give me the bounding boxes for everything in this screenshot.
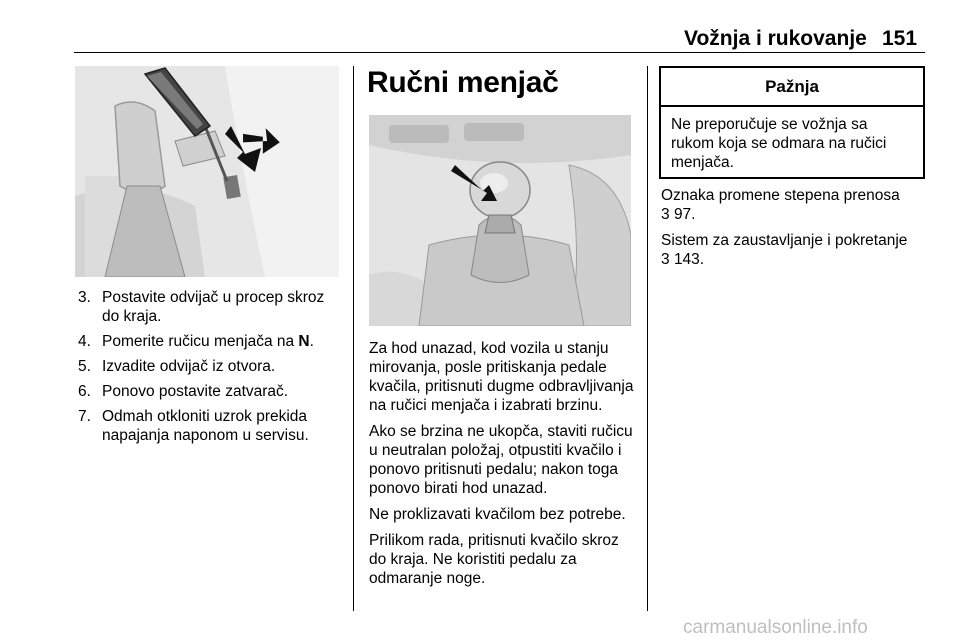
procedure-steps-list (78, 288, 340, 451)
cross-references (661, 186, 923, 276)
watermark: carmanualsonline.info (683, 617, 868, 638)
paragraph: Za hod unazad, kod vozila u stanju mirovanja, posle pritiskanja pedale kvačila, pritisnuti dugme odbravljivanja na ručici menjača i izabrati brzinu. (369, 340, 634, 414)
step-number: 4. (78, 333, 91, 350)
step-text: Ponovo postavite zatvarač. (102, 383, 289, 400)
list-item (78, 382, 340, 401)
reference-arrow-icon: 3 (661, 206, 670, 223)
paragraph: Ne proklizavati kvačilom bez potrebe. (369, 506, 626, 523)
reference-arrow-icon: 3 (661, 251, 670, 268)
reference-page: 97. (673, 206, 696, 223)
cross-reference[interactable] (661, 186, 923, 224)
reference-label: Oznaka promene stepena prenosa (661, 187, 900, 204)
step-text: . (309, 333, 314, 350)
figure-gearshift-illustration (369, 115, 631, 326)
column-divider-left (353, 66, 354, 611)
column-divider-right (647, 66, 648, 611)
step-text: Izvadite odvijač iz otvora. (102, 358, 276, 375)
step-text-bold: N (298, 333, 310, 350)
notice-title: Pažnja (661, 68, 923, 107)
manual-transmission-text (369, 339, 637, 595)
step-text: Odmah otkloniti uzrok prekida napajanja naponom u servisu. (102, 408, 309, 444)
list-item (78, 288, 340, 326)
paragraph: Prilikom rada, pritisnuti kvačilo skroz do kraja. Ne koristiti pedalu za odmaranje noge. (369, 532, 619, 587)
notice-box (659, 66, 925, 179)
page-number: 151 (882, 27, 918, 50)
notice-body: Ne preporučuje se vožnja sa rukom koja se odmara na ručici menjača. (671, 116, 887, 171)
cross-reference[interactable] (661, 231, 923, 269)
list-item (78, 332, 340, 351)
paragraph: Ako se brzina ne ukopča, staviti ručicu u neutralan položaj, otpustiti kvačilo i ponovo pritisnuti pedalu; nakon toga ponovo birati hod unazad. (369, 423, 633, 497)
step-text: Postavite odvijač u procep skroz do kraja. (102, 289, 325, 325)
step-number: 6. (78, 383, 91, 400)
step-number: 5. (78, 358, 91, 375)
section-title: Ručni menjač (367, 66, 559, 99)
step-number: 3. (78, 289, 91, 306)
running-header-title: Vožnja i rukovanje (684, 27, 867, 50)
step-text: Pomerite ručicu menjača na (102, 333, 299, 350)
reference-label: Sistem za zaustavljanje i pokretanje (661, 232, 908, 249)
figure-screwdriver-illustration (75, 66, 339, 277)
list-item (78, 357, 340, 376)
step-number: 7. (78, 408, 91, 425)
header-rule (74, 52, 925, 53)
reference-page: 143. (673, 251, 705, 268)
list-item (78, 407, 340, 445)
